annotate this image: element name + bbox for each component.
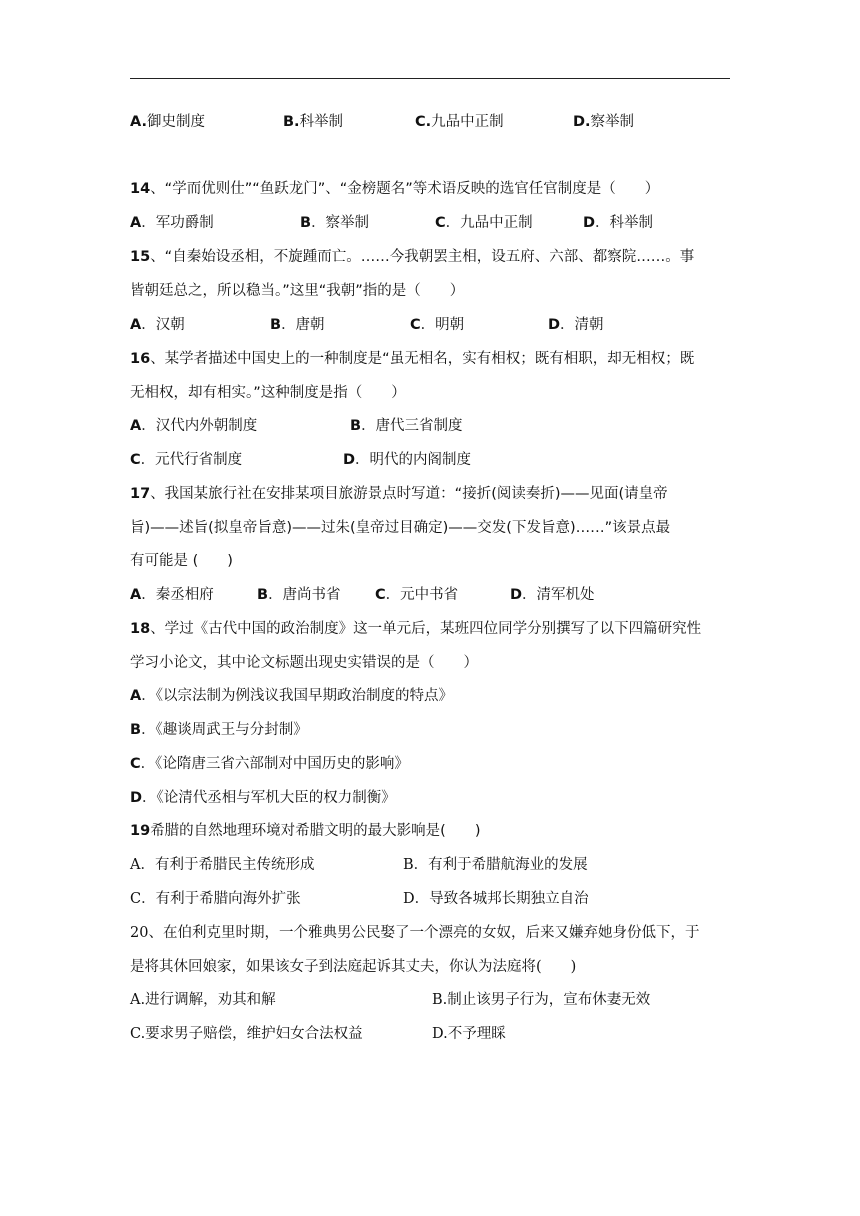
q13-option-b: B.科举制: [283, 114, 344, 130]
q18-option-a: A．《以宗法制为例浅议我国早期政治制度的特点》: [130, 688, 453, 704]
q14-option-d: D．科举制: [583, 215, 654, 231]
q14-stem: 14、“学而优则仕”“鱼跃龙门”、“金榜题名”等术语反映的选官任官制度是（ ）: [130, 181, 660, 197]
q13-option-c: C.九品中正制: [415, 114, 504, 130]
q15-option-c: C．明朝: [410, 317, 465, 333]
q15-stem-line1: 15、“自秦始设丞相，不旋踵而亡。……今我朝罢主相，设五府、六部、都察院……。事: [130, 249, 695, 265]
q18-option-d: D．《论清代丞相与军机大臣的权力制衡》: [130, 790, 396, 806]
q19-option-a: A．有利于希腊民主传统形成: [130, 857, 315, 873]
header-rule: [130, 78, 730, 79]
q16-option-d: D．明代的内阁制度: [343, 452, 472, 468]
q18-option-b: B．《趣谈周武王与分封制》: [130, 722, 308, 738]
q20-option-a: A.进行调解，劝其和解: [130, 992, 276, 1008]
q17-stem-line2: 旨)——述旨(拟皇帝旨意)——过朱(皇帝过目确定)——交发(下发旨意)……”该景点最: [130, 520, 671, 536]
q20-option-d: D.不予理睬: [432, 1026, 506, 1042]
q14-option-b: B．察举制: [300, 215, 370, 231]
q16-option-c: C．元代行省制度: [130, 452, 243, 468]
q13-option-d: D.察举制: [573, 114, 635, 130]
q16-option-a: A．汉代内外朝制度: [130, 418, 258, 434]
q19-stem: 19希腊的自然地理环境对希腊文明的最大影响是( ): [130, 823, 481, 839]
q17-option-c: C．元中书省: [375, 587, 459, 603]
q18-stem-line1: 18、学过《古代中国的政治制度》这一单元后，某班四位同学分别撰写了以下四篇研究性: [130, 621, 702, 637]
q16-stem-line1: 16、某学者描述中国史上的一种制度是“虽无相名，实有相权；既有相职，却无相权；既: [130, 351, 695, 367]
q19-option-c: C．有利于希腊向海外扩张: [130, 891, 301, 907]
q19-option-d: D．导致各城邦长期独立自治: [403, 891, 589, 907]
q15-option-a: A．汉朝: [130, 317, 185, 333]
q20-stem-line1: 20、在伯利克里时期，一个雅典男公民娶了一个漂亮的女奴，后来又嫌弃她身份低下，于: [130, 925, 700, 941]
q13-option-a: A.御史制度: [130, 114, 205, 130]
q18-stem-line2: 学习小论文，其中论文标题出现史实错误的是（ ）: [130, 655, 478, 671]
q17-option-a: A．秦丞相府: [130, 587, 214, 603]
q18-option-c: C．《论隋唐三省六部制对中国历史的影响》: [130, 756, 409, 772]
q17-option-b: B．唐尚书省: [257, 587, 341, 603]
q19-option-b: B．有利于希腊航海业的发展: [403, 857, 588, 873]
q17-stem-line3: 有可能是 ( ): [130, 553, 233, 569]
q15-option-b: B．唐朝: [270, 317, 325, 333]
q20-stem-line2: 是将其休回娘家，如果该女子到法庭起诉其丈夫，你认为法庭将( ): [130, 959, 577, 975]
q14-option-c: C．九品中正制: [435, 215, 533, 231]
q17-option-d: D．清军机处: [510, 587, 595, 603]
q16-stem-line2: 无相权，却有相实。”这种制度是指（ ）: [130, 385, 406, 401]
q20-option-b: B.制止该男子行为，宣布休妻无效: [432, 992, 651, 1008]
q17-stem-line1: 17、我国某旅行社在安排某项目旅游景点时写道：“接折(阅读奏折)——见面(请皇帝: [130, 486, 668, 502]
q15-stem-line2: 皆朝廷总之，所以稳当。”这里“我朝”指的是（ ）: [130, 283, 465, 299]
q20-option-c: C.要求男子赔偿，维护妇女合法权益: [130, 1026, 363, 1042]
q16-option-b: B．唐代三省制度: [350, 418, 463, 434]
q14-option-a: A．军功爵制: [130, 215, 214, 231]
q15-option-d: D．清朝: [548, 317, 604, 333]
